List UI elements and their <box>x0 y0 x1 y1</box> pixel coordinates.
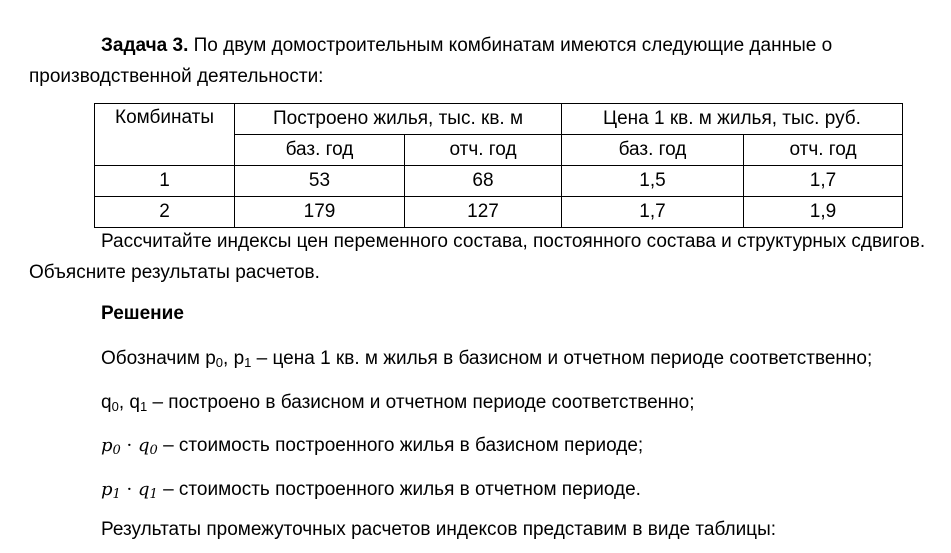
header-price: Цена 1 кв. м жилья, тыс. руб. <box>562 104 903 135</box>
table-cell: 1,7 <box>562 197 744 228</box>
task-text: По двум домостроительным комбинатам имеются следующие данные о производственной деятельности: <box>29 35 833 87</box>
data-table <box>94 103 903 228</box>
table-row <box>95 166 903 197</box>
table-cell: 53 <box>235 166 405 197</box>
subheader-cell: баз. год <box>562 135 744 166</box>
table-cell: 127 <box>405 197 562 228</box>
subheader-cell: отч. год <box>405 135 562 166</box>
subheader-cell: отч. год <box>744 135 903 166</box>
header-combinats: Комбинаты <box>95 104 235 166</box>
solution-line-1: Обозначим $p_0$, $p_1$ – цена 1 кв. м жилья в базисном и отчетном периоде соответственно; <box>101 348 873 370</box>
table-cell: 1 <box>95 166 235 197</box>
task-label: Задача 3. <box>101 35 189 56</box>
header-built: Построено жилья, тыс. кв. м <box>235 104 562 135</box>
table-cell: 1,7 <box>744 166 903 197</box>
solution-line-5: Результаты промежуточных расчетов индексов представим в виде таблицы: <box>101 519 777 540</box>
table-header-row <box>95 104 903 135</box>
table-cell: 1,9 <box>744 197 903 228</box>
solution-line-2: $q_0$, $q_1$ – построено в базисном и отчетном периоде соответственно; <box>101 392 695 414</box>
question-text: Рассчитайте индексы цен переменного состава, постоянного состава и структурных сдвигов. Объясните результаты расчетов. <box>29 231 926 283</box>
solution-line-3: $p_0 \cdot q_0$ – стоимость построенного жилья в базисном периоде; <box>101 435 644 458</box>
math-formula: $p_1 \cdot q_1$ <box>101 479 158 502</box>
question-paragraph <box>29 226 929 288</box>
table-cell: 1,5 <box>562 166 744 197</box>
solution-line-4: $p_1 \cdot q_1$ – стоимость построенного жилья в отчетном периоде. <box>101 479 641 502</box>
table-cell: 179 <box>235 197 405 228</box>
table-cell: 2 <box>95 197 235 228</box>
table-row <box>95 197 903 228</box>
solution-heading: Решение <box>101 303 184 324</box>
math-formula: $p_0 \cdot q_0$ <box>101 435 158 458</box>
task-paragraph <box>29 30 929 92</box>
table-cell: 68 <box>405 166 562 197</box>
subheader-cell: баз. год <box>235 135 405 166</box>
